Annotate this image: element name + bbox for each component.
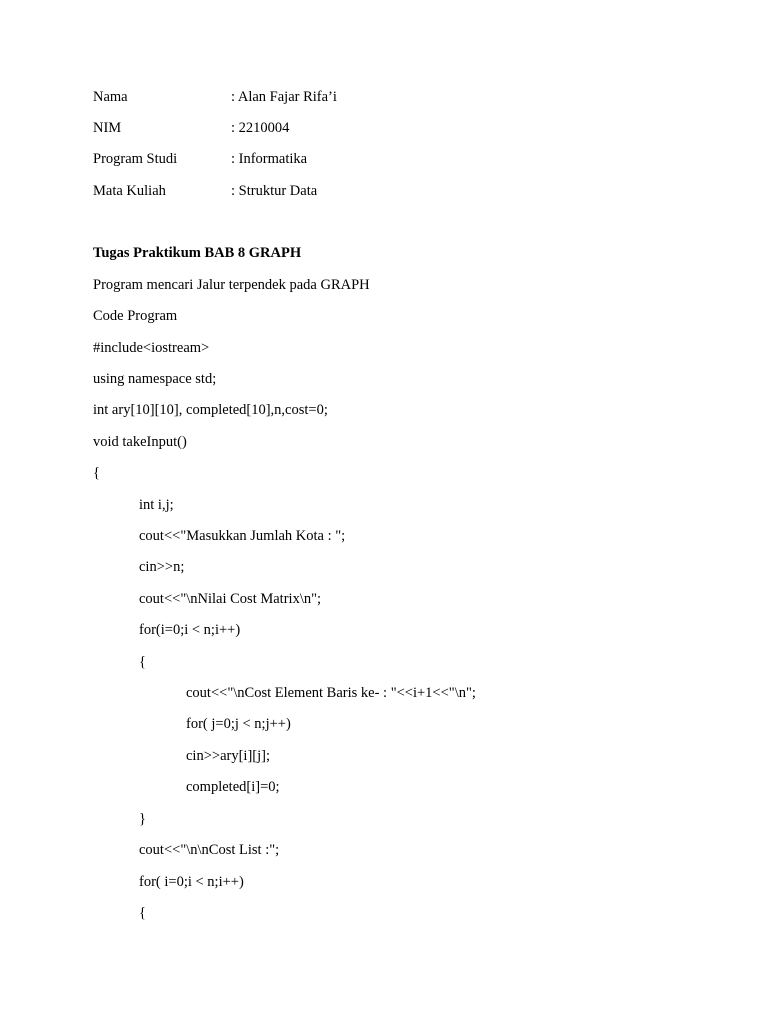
code-line: { [139, 905, 146, 921]
identity-label-program-studi: Program Studi [93, 151, 178, 167]
identity-value-mata-kuliah: : Struktur Data [231, 183, 318, 199]
code-line: for( i=0;i < n;i++) [139, 874, 244, 890]
code-line: cout<<"\nNilai Cost Matrix\n"; [139, 591, 322, 607]
code-line: for( j=0;j < n;j++) [186, 716, 291, 732]
code-line: cin>>ary[i][j]; [186, 748, 270, 764]
identity-label-nim: NIM [93, 120, 122, 136]
identity-label-nama: Nama [93, 89, 128, 105]
code-line: cin>>n; [139, 559, 185, 575]
code-line: cout<<"\n\nCost List :"; [139, 842, 280, 858]
identity-value-nim: : 2210004 [231, 120, 290, 136]
program-description: Program mencari Jalur terpendek pada GRAPH [93, 277, 370, 293]
code-line: { [139, 654, 146, 670]
code-line: cout<<"Masukkan Jumlah Kota : "; [139, 528, 346, 544]
code-line: cout<<"\nCost Element Baris ke- : "<<i+1<<"\n"; [186, 685, 476, 701]
code-line: using namespace std; [93, 371, 217, 387]
code-line: completed[i]=0; [186, 779, 280, 795]
code-line: { [93, 465, 100, 481]
code-line: #include<iostream> [93, 340, 210, 356]
code-line: int ary[10][10], completed[10],n,cost=0; [93, 402, 328, 418]
identity-label-mata-kuliah: Mata Kuliah [93, 183, 166, 199]
code-line: void takeInput() [93, 434, 187, 450]
identity-value-program-studi: : Informatika [231, 151, 308, 167]
code-program-label: Code Program [93, 308, 178, 324]
identity-value-nama: : Alan Fajar Rifa’i [231, 89, 337, 105]
assignment-heading: Tugas Praktikum BAB 8 GRAPH [93, 245, 302, 261]
code-line: for(i=0;i < n;i++) [139, 622, 241, 638]
code-line: int i,j; [139, 497, 174, 513]
code-line: } [139, 811, 146, 827]
